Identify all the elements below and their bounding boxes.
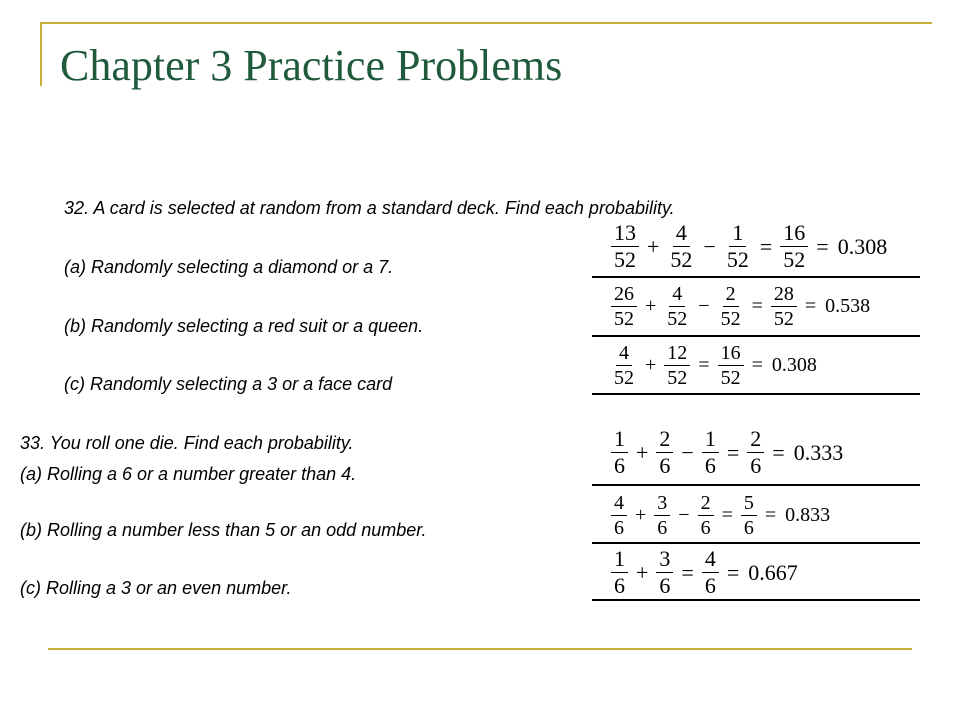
fraction: $\frac{4}{52}$ [670,220,693,272]
problem-32-prompt: 32. A card is selected at random from a standard deck. Find each probability. [64,198,675,218]
answer-32c-equation: $\frac{4}{52}$ + $\frac{12}{52}$ = $\frac{16}{52}$ = 0.308 [608,343,817,388]
answer-line-32a [592,276,920,278]
slide-title: Chapter 3 Practice Problems [60,41,563,90]
decorative-vertical-rule [40,22,42,86]
fraction: $\frac{4}{6}$ [702,548,719,597]
fraction: $\frac{5}{6}$ [741,493,757,538]
answer-33a-equation: $\frac{1}{6}$ + $\frac{2}{6}$ − $\frac{1}{6}$ = $\frac{2}{6}$ = 0.333 [608,428,843,477]
answer-33c-equation: $\frac{1}{6}$ + $\frac{3}{6}$ = $\frac{4}{6}$ = 0.667 [608,548,798,597]
answer-32a-equation: $\frac{13}{52}$ + $\frac{4}{52}$ − $\frac{1}{52}$ = $\frac{16}{52}$ = 0.308 [608,222,887,271]
problem-32a-text: (a) Randomly selecting a diamond or a 7. [64,257,394,277]
answer-line-33c [592,599,920,601]
fraction: $\frac{1}{6}$ [702,428,719,477]
answer-33a-result: 0.333 [793,439,844,465]
answer-33b-result: 0.833 [785,504,831,526]
fraction: $\frac{4}{52}$ [614,342,634,389]
decorative-bottom-rule [48,648,912,650]
problem-32c-text: (c) Randomly selecting a 3 or a face card [64,374,393,394]
fraction: $\frac{16}{52}$ [780,222,808,271]
fraction: $\frac{2}{6}$ [747,428,764,477]
fraction: $\frac{28}{52}$ [771,284,797,329]
decorative-top-rule [40,22,932,24]
fraction: $\frac{3}{6}$ [654,493,670,538]
fraction: $\frac{13}{52}$ [611,222,639,271]
fraction: $\frac{3}{6}$ [656,548,673,597]
problem-33b-text: (b) Rolling a number less than 5 or an odd number. [20,520,427,540]
problem-33a-text: (a) Rolling a 6 or a number greater than 4. [20,464,357,484]
answer-33b-equation: $\frac{4}{6}$ + $\frac{3}{6}$ − $\frac{2}{6}$ = $\frac{5}{6}$ = 0.833 [608,493,830,538]
fraction: $\frac{1}{6}$ [611,428,628,477]
problem-33c-text: (c) Rolling a 3 or an even number. [20,578,292,598]
fraction: $\frac{1}{6}$ [611,548,628,597]
problem-33-prompt: 33. You roll one die. Find each probability. [20,433,354,453]
answer-line-32b [592,335,920,337]
fraction: $\frac{4}{52}$ [667,283,688,330]
fraction: $\frac{2}{6}$ [698,493,714,538]
fraction: $\frac{4}{6}$ [611,493,627,538]
answer-32b-result: 0.538 [825,295,871,317]
fraction: $\frac{16}{52}$ [718,343,744,388]
answer-line-33b [592,542,920,544]
answer-32a-result: 0.308 [837,233,888,259]
answer-32c-result: 0.308 [771,354,817,376]
answer-line-32c [592,393,920,395]
problem-32b-text: (b) Randomly selecting a red suit or a queen. [64,316,424,336]
fraction: $\frac{26}{52}$ [611,284,637,329]
fraction: $\frac{12}{52}$ [664,343,690,388]
answer-line-33a [592,484,920,486]
fraction: $\frac{2}{6}$ [656,428,673,477]
fraction: $\frac{2}{52}$ [720,283,741,330]
fraction: $\frac{1}{52}$ [726,220,749,272]
answer-33c-result: 0.667 [748,559,798,585]
answer-32b-equation: $\frac{26}{52}$ + $\frac{4}{52}$ − $\frac{2}{52}$ = $\frac{28}{52}$ = 0.538 [608,284,870,329]
